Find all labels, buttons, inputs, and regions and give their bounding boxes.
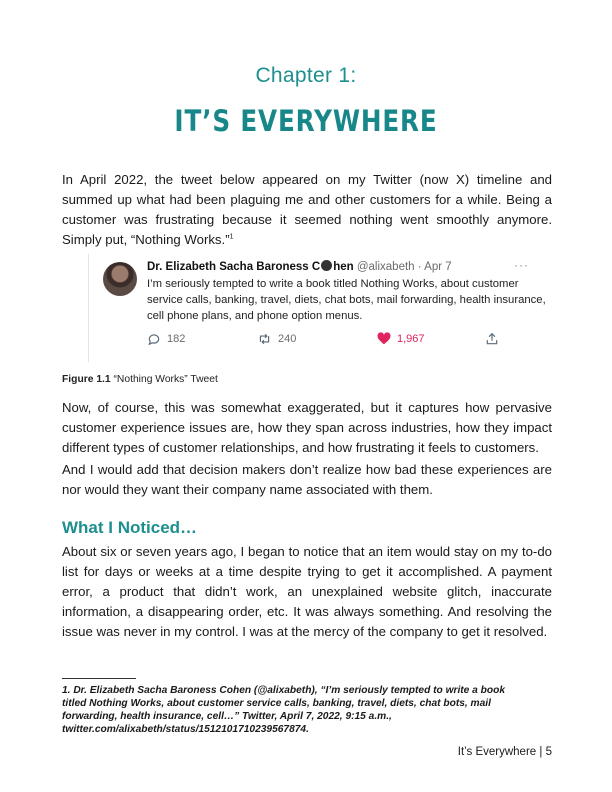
footnote: 1. Dr. Elizabeth Sacha Baroness Cohen (@alixabeth), “I’m seriously tempted to write a book titled Nothing Works, about customer service calls, banking, travel, diets, chat bots, mail forwarding, health insurance, cell…” Twitter, April 7, 2022, 9:15 a.m., twitter.com/alixabeth/status/1512101710239567874. — [62, 685, 506, 735]
chapter-title: IT’S EVERYWHERE — [174, 104, 438, 138]
more-options-icon[interactable]: ··· — [514, 258, 529, 272]
retweet-icon — [257, 332, 272, 346]
intro-paragraph — [62, 170, 552, 250]
emoji-icon — [321, 260, 332, 271]
intro-text: In April 2022, the tweet below appeared on my Twitter (now X) timeline and summed up what had been plaguing me and other customers for a while. Being a customer was frustrating because it seemed nothing went smoothly anymore. Simply put, “Nothing Works.” — [62, 172, 552, 247]
footer-separator: | — [539, 746, 543, 758]
share-button[interactable] — [485, 332, 499, 346]
figure-caption-text: “Nothing Works” Tweet — [110, 374, 218, 385]
comment-icon — [147, 332, 161, 346]
tweet-handle[interactable]: @alixabeth · Apr 7 — [356, 261, 452, 273]
running-footer — [458, 746, 552, 758]
body-paragraph-2: And I would add that decision makers don’t realize how bad these experiences are nor would they want their company name associated with them. — [62, 462, 552, 497]
embedded-tweet — [88, 254, 551, 362]
footnote-ref[interactable]: 1 — [229, 233, 234, 241]
tweet-text: I’m seriously tempted to write a book titled Nothing Works, about customer service calls, banking, travel, diets, chat bots, mail forwarding, health insurance, cell phone plans, and phone option menus. — [147, 278, 546, 322]
tweet-author-name[interactable]: Dr. Elizabeth Sacha Baroness C hen — [147, 261, 354, 273]
tweet-header — [147, 260, 537, 273]
figure-label: Figure 1.1 — [62, 374, 111, 385]
share-icon — [485, 332, 499, 346]
section-paragraph-1: About six or seven years ago, I began to notice that an item would stay on my to-do list for days or weeks at a time despite trying to get it accomplished. A payment error, a product that didn’t work, an unexplained website glitch, inaccurate information, a disappearing order, etc. It was always something. And resolving the issue was never in my control. I was at the mercy of the company to get it resolved. — [62, 544, 552, 639]
like-count: 1,967 — [397, 332, 425, 345]
running-footer-title: It’s Everywhere — [457, 746, 537, 758]
heart-icon — [377, 332, 391, 345]
chapter-label: Chapter 1: — [255, 64, 357, 87]
like-button[interactable] — [377, 332, 425, 345]
retweet-button[interactable] — [257, 332, 296, 346]
avatar[interactable] — [103, 262, 137, 296]
retweet-count: 240 — [278, 333, 297, 345]
reply-count: 182 — [167, 333, 186, 345]
tweet-actions — [147, 332, 547, 348]
body-paragraph-1: Now, of course, this was somewhat exaggerated, but it captures how pervasive customer experience issues are, how they span across industries, how they impact different types of customer relationships, and how frustrating it feels to customers. — [62, 400, 552, 455]
figure-caption — [62, 374, 218, 385]
page-number: 5 — [545, 746, 552, 758]
section-heading: What I Noticed… — [62, 518, 198, 537]
footnote-divider — [62, 678, 136, 679]
reply-button[interactable] — [147, 332, 185, 346]
